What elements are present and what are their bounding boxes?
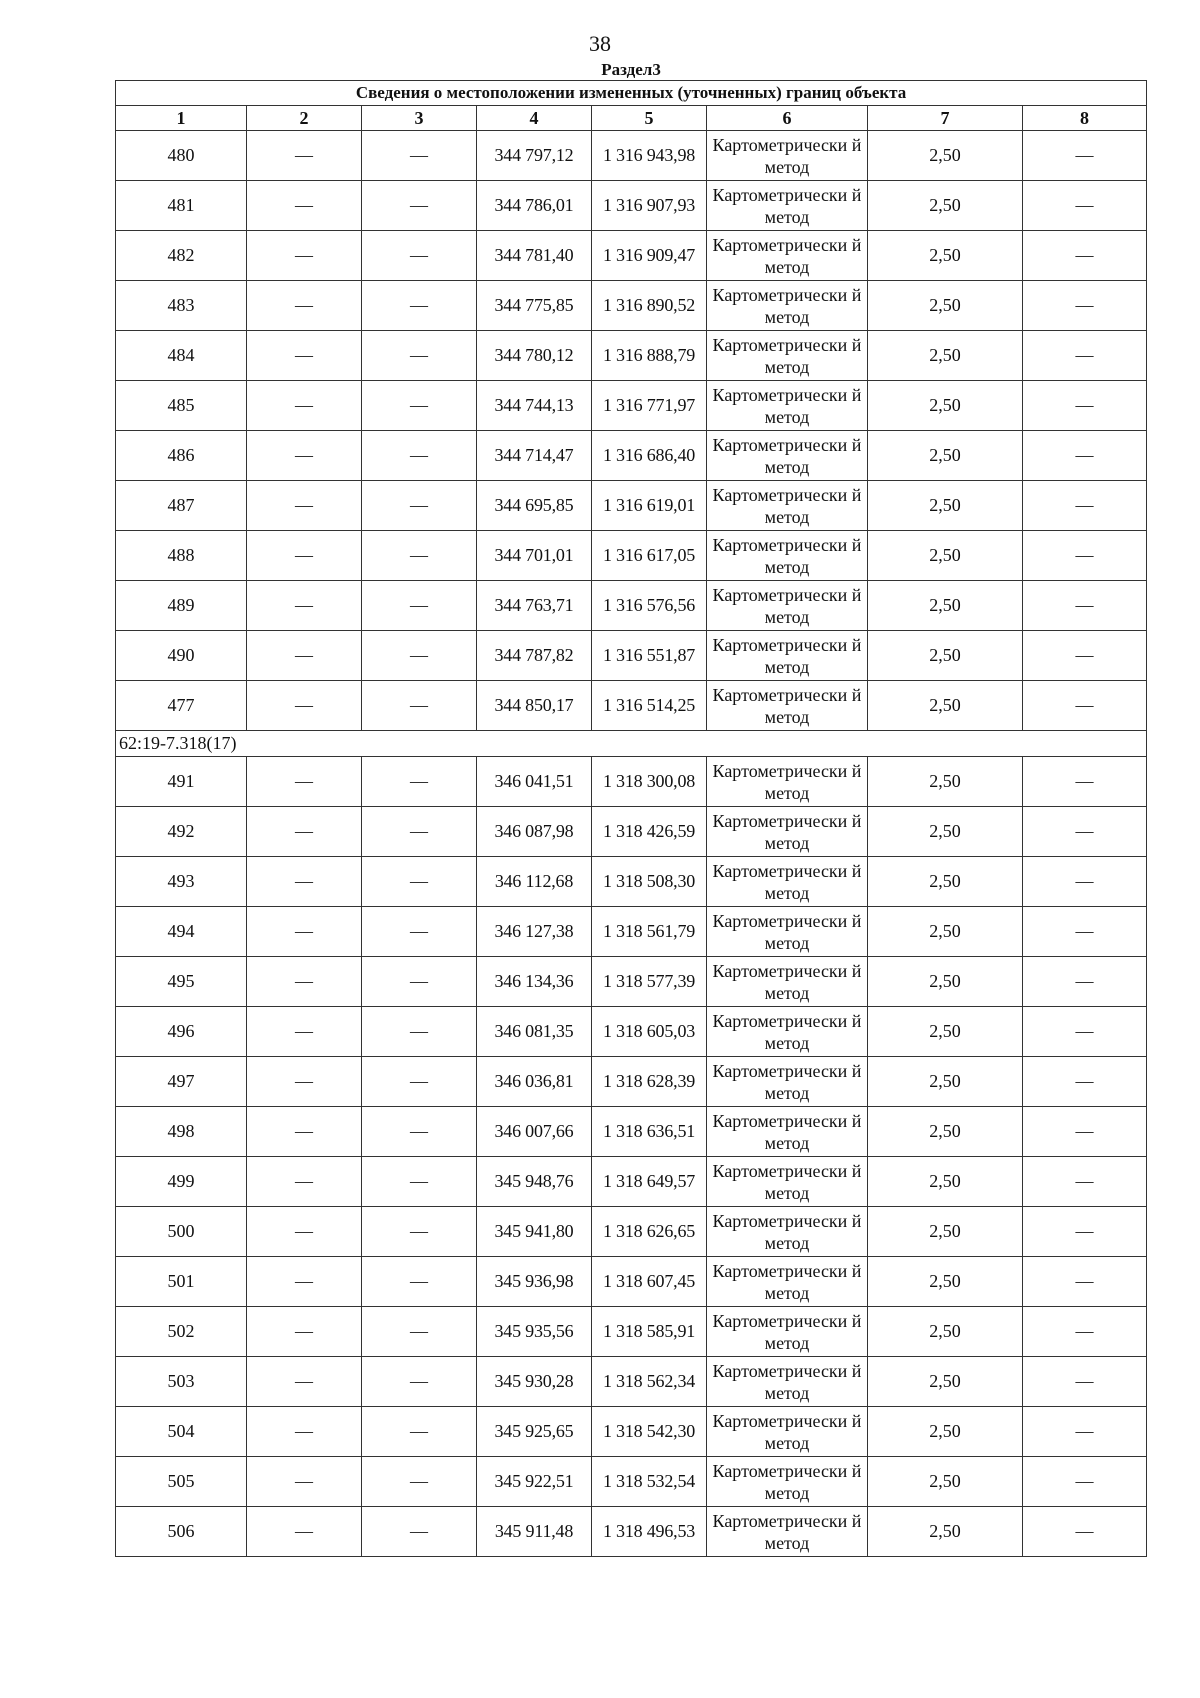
method-cell: Картометрически й метод [707,807,868,857]
empty-dash-cell: — [362,907,477,957]
accuracy-cell: 2,50 [868,181,1023,231]
point-number-cell: 492 [116,807,247,857]
method-cell: Картометрически й метод [707,631,868,681]
x-coordinate-cell: 345 935,56 [477,1307,592,1357]
column-header: 8 [1023,106,1147,131]
empty-dash-cell: — [362,757,477,807]
x-coordinate-cell: 344 787,82 [477,631,592,681]
method-cell: Картометрически й метод [707,1107,868,1157]
point-number-cell: 497 [116,1057,247,1107]
empty-dash-cell: — [362,1407,477,1457]
y-coordinate-cell: 1 316 943,98 [592,131,707,181]
method-cell: Картометрически й метод [707,681,868,731]
empty-dash-cell: — [362,1507,477,1557]
method-cell: Картометрически й метод [707,331,868,381]
accuracy-cell: 2,50 [868,1457,1023,1507]
page-number: 38 [589,31,611,56]
y-coordinate-cell: 1 318 300,08 [592,757,707,807]
y-coordinate-cell: 1 316 576,56 [592,581,707,631]
empty-dash-cell: — [1023,907,1147,957]
empty-dash-cell: — [1023,231,1147,281]
empty-dash-cell: — [362,681,477,731]
empty-dash-cell: — [247,681,362,731]
y-coordinate-cell: 1 318 626,65 [592,1207,707,1257]
x-coordinate-cell: 344 780,12 [477,331,592,381]
empty-dash-cell: — [1023,581,1147,631]
table-row [116,1357,1147,1407]
x-coordinate-cell: 346 134,36 [477,957,592,1007]
table-row [116,131,1147,181]
table-row [116,907,1147,957]
method-cell: Картометрически й метод [707,1257,868,1307]
method-cell: Картометрически й метод [707,531,868,581]
accuracy-cell: 2,50 [868,281,1023,331]
point-number-cell: 489 [116,581,247,631]
point-number-cell: 500 [116,1207,247,1257]
x-coordinate-cell: 344 744,13 [477,381,592,431]
point-number-cell: 501 [116,1257,247,1307]
x-coordinate-cell: 345 911,48 [477,1507,592,1557]
empty-dash-cell: — [247,1057,362,1107]
point-number-cell: 484 [116,331,247,381]
table-row [116,1107,1147,1157]
x-coordinate-cell: 344 695,85 [477,481,592,531]
y-coordinate-cell: 1 316 890,52 [592,281,707,331]
empty-dash-cell: — [362,1307,477,1357]
y-coordinate-cell: 1 318 426,59 [592,807,707,857]
table-row [116,331,1147,381]
empty-dash-cell: — [362,1107,477,1157]
column-header: 3 [362,106,477,131]
empty-dash-cell: — [247,481,362,531]
empty-dash-cell: — [362,1357,477,1407]
accuracy-cell: 2,50 [868,631,1023,681]
empty-dash-cell: — [1023,1157,1147,1207]
empty-dash-cell: — [362,431,477,481]
empty-dash-cell: — [247,1407,362,1457]
method-cell: Картометрически й метод [707,481,868,531]
empty-dash-cell: — [1023,1357,1147,1407]
point-number-cell: 493 [116,857,247,907]
table-row [116,381,1147,431]
accuracy-cell: 2,50 [868,231,1023,281]
x-coordinate-cell: 345 936,98 [477,1257,592,1307]
table-row [116,681,1147,731]
empty-dash-cell: — [1023,181,1147,231]
empty-dash-cell: — [1023,1007,1147,1057]
accuracy-cell: 2,50 [868,131,1023,181]
x-coordinate-cell: 346 007,66 [477,1107,592,1157]
empty-dash-cell: — [247,231,362,281]
empty-dash-cell: — [1023,857,1147,907]
empty-dash-cell: — [247,1107,362,1157]
point-number-cell: 505 [116,1457,247,1507]
empty-dash-cell: — [1023,1457,1147,1507]
method-cell: Картометрически й метод [707,281,868,331]
y-coordinate-cell: 1 318 585,91 [592,1307,707,1357]
x-coordinate-cell: 345 922,51 [477,1457,592,1507]
table-caption: Сведения о местоположении измененных (уточненных) границ объекта [116,81,1147,106]
x-coordinate-cell: 344 850,17 [477,681,592,731]
table-row [116,1257,1147,1307]
method-cell: Картометрически й метод [707,857,868,907]
method-cell: Картометрически й метод [707,1057,868,1107]
y-coordinate-cell: 1 316 617,05 [592,531,707,581]
point-number-cell: 477 [116,681,247,731]
method-cell: Картометрически й метод [707,381,868,431]
accuracy-cell: 2,50 [868,907,1023,957]
point-number-cell: 506 [116,1507,247,1557]
y-coordinate-cell: 1 316 514,25 [592,681,707,731]
empty-dash-cell: — [1023,481,1147,531]
table-row [116,1507,1147,1557]
empty-dash-cell: — [247,631,362,681]
y-coordinate-cell: 1 318 542,30 [592,1407,707,1457]
x-coordinate-cell: 344 714,47 [477,431,592,481]
empty-dash-cell: — [1023,431,1147,481]
point-number-cell: 490 [116,631,247,681]
empty-dash-cell: — [362,1057,477,1107]
y-coordinate-cell: 1 318 605,03 [592,1007,707,1057]
point-number-cell: 480 [116,131,247,181]
empty-dash-cell: — [247,1357,362,1407]
empty-dash-cell: — [1023,381,1147,431]
empty-dash-cell: — [247,857,362,907]
point-number-cell: 495 [116,957,247,1007]
empty-dash-cell: — [1023,1307,1147,1357]
y-coordinate-cell: 1 316 551,87 [592,631,707,681]
method-cell: Картометрически й метод [707,231,868,281]
accuracy-cell: 2,50 [868,681,1023,731]
point-number-cell: 487 [116,481,247,531]
point-number-cell: 491 [116,757,247,807]
accuracy-cell: 2,50 [868,1157,1023,1207]
table-row [116,807,1147,857]
point-number-cell: 503 [116,1357,247,1407]
empty-dash-cell: — [362,381,477,431]
y-coordinate-cell: 1 318 496,53 [592,1507,707,1557]
empty-dash-cell: — [247,531,362,581]
table-row [116,481,1147,531]
empty-dash-cell: — [1023,1257,1147,1307]
group-header-row [116,731,1147,757]
empty-dash-cell: — [247,1507,362,1557]
empty-dash-cell: — [247,1157,362,1207]
table-row [116,231,1147,281]
table-row [116,581,1147,631]
y-coordinate-cell: 1 316 907,93 [592,181,707,231]
point-number-cell: 504 [116,1407,247,1457]
empty-dash-cell: — [362,331,477,381]
x-coordinate-cell: 344 786,01 [477,181,592,231]
empty-dash-cell: — [1023,1057,1147,1107]
table-body [116,131,1147,1557]
point-number-cell: 499 [116,1157,247,1207]
empty-dash-cell: — [362,1007,477,1057]
y-coordinate-cell: 1 318 649,57 [592,1157,707,1207]
x-coordinate-cell: 345 941,80 [477,1207,592,1257]
column-header: 6 [707,106,868,131]
empty-dash-cell: — [362,1257,477,1307]
empty-dash-cell: — [247,1457,362,1507]
x-coordinate-cell: 346 127,38 [477,907,592,957]
table-row [116,757,1147,807]
table-row [116,1207,1147,1257]
empty-dash-cell: — [362,181,477,231]
table-row [116,1007,1147,1057]
y-coordinate-cell: 1 316 909,47 [592,231,707,281]
column-header: 4 [477,106,592,131]
x-coordinate-cell: 344 763,71 [477,581,592,631]
empty-dash-cell: — [362,631,477,681]
boundary-coordinates-table [115,60,1147,1557]
y-coordinate-cell: 1 318 508,30 [592,857,707,907]
empty-dash-cell: — [1023,757,1147,807]
empty-dash-cell: — [247,757,362,807]
empty-dash-cell: — [247,957,362,1007]
y-coordinate-cell: 1 316 619,01 [592,481,707,531]
x-coordinate-cell: 344 797,12 [477,131,592,181]
column-header: 2 [247,106,362,131]
accuracy-cell: 2,50 [868,581,1023,631]
column-header: 7 [868,106,1023,131]
table-row [116,631,1147,681]
empty-dash-cell: — [247,181,362,231]
y-coordinate-cell: 1 318 607,45 [592,1257,707,1307]
table-row [116,957,1147,1007]
method-cell: Картометрически й метод [707,1507,868,1557]
y-coordinate-cell: 1 318 532,54 [592,1457,707,1507]
column-header: 5 [592,106,707,131]
point-number-cell: 496 [116,1007,247,1057]
empty-dash-cell: — [362,231,477,281]
table-row [116,531,1147,581]
method-cell: Картометрически й метод [707,581,868,631]
empty-dash-cell: — [247,381,362,431]
empty-dash-cell: — [362,581,477,631]
point-number-cell: 481 [116,181,247,231]
empty-dash-cell: — [1023,807,1147,857]
method-cell: Картометрически й метод [707,957,868,1007]
empty-dash-cell: — [362,281,477,331]
point-number-cell: 488 [116,531,247,581]
y-coordinate-cell: 1 318 636,51 [592,1107,707,1157]
point-number-cell: 482 [116,231,247,281]
empty-dash-cell: — [362,131,477,181]
empty-dash-cell: — [247,1007,362,1057]
empty-dash-cell: — [1023,957,1147,1007]
accuracy-cell: 2,50 [868,1107,1023,1157]
table-row [116,857,1147,907]
method-cell: Картометрически й метод [707,1207,868,1257]
group-label: 62:19-7.318(17) [116,731,1147,757]
section-title: Раздел3 [601,60,661,79]
empty-dash-cell: — [247,807,362,857]
empty-dash-cell: — [247,581,362,631]
method-cell: Картометрически й метод [707,1007,868,1057]
accuracy-cell: 2,50 [868,857,1023,907]
accuracy-cell: 2,50 [868,1057,1023,1107]
y-coordinate-cell: 1 316 771,97 [592,381,707,431]
y-coordinate-cell: 1 318 577,39 [592,957,707,1007]
column-header-row [116,106,1147,131]
x-coordinate-cell: 344 781,40 [477,231,592,281]
empty-dash-cell: — [247,331,362,381]
method-cell: Картометрически й метод [707,1307,868,1357]
method-cell: Картометрически й метод [707,1157,868,1207]
empty-dash-cell: — [362,857,477,907]
empty-dash-cell: — [1023,681,1147,731]
y-coordinate-cell: 1 316 686,40 [592,431,707,481]
accuracy-cell: 2,50 [868,431,1023,481]
accuracy-cell: 2,50 [868,757,1023,807]
empty-dash-cell: — [247,131,362,181]
accuracy-cell: 2,50 [868,1357,1023,1407]
method-cell: Картометрически й метод [707,131,868,181]
empty-dash-cell: — [1023,131,1147,181]
empty-dash-cell: — [1023,531,1147,581]
empty-dash-cell: — [247,1207,362,1257]
empty-dash-cell: — [247,1307,362,1357]
accuracy-cell: 2,50 [868,331,1023,381]
y-coordinate-cell: 1 318 562,34 [592,1357,707,1407]
empty-dash-cell: — [247,1257,362,1307]
column-header: 1 [116,106,247,131]
accuracy-cell: 2,50 [868,1207,1023,1257]
empty-dash-cell: — [1023,1407,1147,1457]
y-coordinate-cell: 1 316 888,79 [592,331,707,381]
table-row [116,1457,1147,1507]
table-row [116,1057,1147,1107]
empty-dash-cell: — [247,907,362,957]
empty-dash-cell: — [247,281,362,331]
point-number-cell: 494 [116,907,247,957]
accuracy-cell: 2,50 [868,1307,1023,1357]
accuracy-cell: 2,50 [868,531,1023,581]
empty-dash-cell: — [362,1157,477,1207]
point-number-cell: 502 [116,1307,247,1357]
empty-dash-cell: — [362,481,477,531]
empty-dash-cell: — [1023,1207,1147,1257]
empty-dash-cell: — [1023,1107,1147,1157]
empty-dash-cell: — [1023,1507,1147,1557]
empty-dash-cell: — [362,531,477,581]
empty-dash-cell: — [362,807,477,857]
x-coordinate-cell: 346 112,68 [477,857,592,907]
point-number-cell: 483 [116,281,247,331]
accuracy-cell: 2,50 [868,807,1023,857]
table-row [116,1307,1147,1357]
point-number-cell: 486 [116,431,247,481]
point-number-cell: 498 [116,1107,247,1157]
method-cell: Картометрически й метод [707,1457,868,1507]
table-row [116,1157,1147,1207]
table-row [116,1407,1147,1457]
x-coordinate-cell: 346 041,51 [477,757,592,807]
method-cell: Картометрически й метод [707,181,868,231]
point-number-cell: 485 [116,381,247,431]
method-cell: Картометрически й метод [707,1407,868,1457]
accuracy-cell: 2,50 [868,1507,1023,1557]
empty-dash-cell: — [247,431,362,481]
y-coordinate-cell: 1 318 561,79 [592,907,707,957]
empty-dash-cell: — [362,1207,477,1257]
x-coordinate-cell: 346 087,98 [477,807,592,857]
empty-dash-cell: — [1023,281,1147,331]
x-coordinate-cell: 345 948,76 [477,1157,592,1207]
x-coordinate-cell: 345 925,65 [477,1407,592,1457]
table-row [116,281,1147,331]
x-coordinate-cell: 345 930,28 [477,1357,592,1407]
x-coordinate-cell: 344 775,85 [477,281,592,331]
empty-dash-cell: — [1023,331,1147,381]
table-row [116,431,1147,481]
method-cell: Картометрически й метод [707,1357,868,1407]
accuracy-cell: 2,50 [868,381,1023,431]
accuracy-cell: 2,50 [868,1407,1023,1457]
x-coordinate-cell: 346 036,81 [477,1057,592,1107]
accuracy-cell: 2,50 [868,481,1023,531]
accuracy-cell: 2,50 [868,957,1023,1007]
x-coordinate-cell: 344 701,01 [477,531,592,581]
accuracy-cell: 2,50 [868,1257,1023,1307]
method-cell: Картометрически й метод [707,907,868,957]
table-row [116,181,1147,231]
empty-dash-cell: — [362,957,477,1007]
x-coordinate-cell: 346 081,35 [477,1007,592,1057]
empty-dash-cell: — [362,1457,477,1507]
method-cell: Картометрически й метод [707,757,868,807]
accuracy-cell: 2,50 [868,1007,1023,1057]
method-cell: Картометрически й метод [707,431,868,481]
empty-dash-cell: — [1023,631,1147,681]
y-coordinate-cell: 1 318 628,39 [592,1057,707,1107]
